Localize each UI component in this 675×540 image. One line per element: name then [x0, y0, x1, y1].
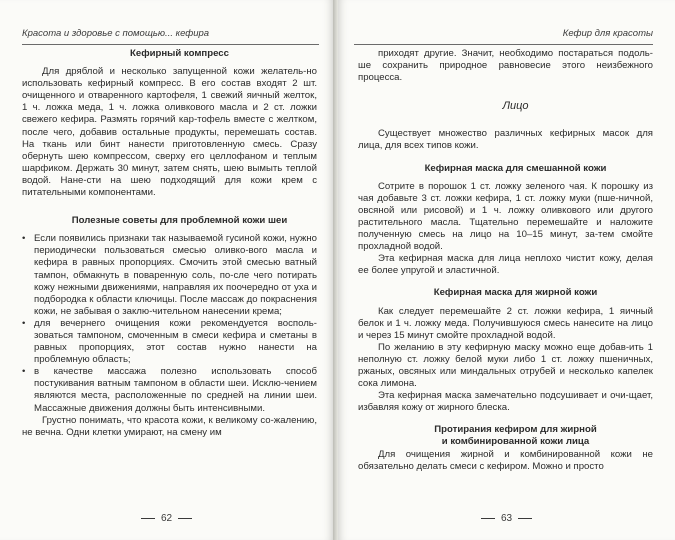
- page-number-right: [338, 513, 675, 524]
- tip-item: [22, 318, 317, 366]
- section-title-face: Лицо: [502, 100, 529, 113]
- section-title-oily-skin: Кефирная маска для жирной кожи: [433, 287, 598, 299]
- right-page: [338, 0, 675, 540]
- tip-item: [22, 233, 317, 318]
- paragraph-oily-addition: По желанию в эту кефирную маску можно еще добав-ить 1 неполную ст. ложку белой муки либо 1 ст. ложку пшеничных, ржаных, овсяных или миндальных отрубей и несколько капелек сока лимона.: [358, 341, 653, 390]
- paragraph-mixed-effect: Эта кефирная маска для лица неплохо чистит кожу, делая ее более упругой и эластичной.: [358, 253, 653, 277]
- page-number-left: [0, 513, 333, 524]
- paragraph-continued: приходят другие. Значит, необходимо постараться подоль-ше сохранить природное равновесие этого неизбежного процесса.: [358, 48, 653, 84]
- tip-text: в качестве массажа полезно использовать способ постукивания ватным тампоном в области шеи. Исклю-чением являются места, расположенные по средней на линии шеи. Массажные движения должны быть интенсивными.: [34, 366, 317, 414]
- header-rule-left: [22, 44, 319, 45]
- running-head-left: Красота и здоровье с помощью... кефира: [22, 28, 210, 39]
- paragraph-oily-effect: Эта кефирная маска замечательно подсушивает и очи-щает, избавляя кожу от жирного блеска.: [358, 390, 653, 414]
- folio-text: 62: [160, 513, 173, 524]
- section-title-mixed-skin: Кефирная маска для смешанной кожи: [424, 162, 607, 174]
- folio-text: 63: [500, 513, 513, 524]
- paragraph-face-intro: Существует множество различных кефирных масок для лица, для всех типов кожи.: [358, 128, 653, 152]
- paragraph-closing: Грустно понимать, что красота кожи, к великому со-жалению, не вечна. Одни клетки умирают, на смену им: [22, 414, 317, 438]
- bullet-icon: •: [22, 366, 26, 378]
- section-title-tips: Полезные советы для проблемной кожи шеи: [71, 215, 288, 227]
- paragraph-oily-recipe: Как следует перемешайте 2 ст. ложки кефира, 1 яичный белок и 1 ч. ложку меда. Получившуюся смесь нанесите на лицо и через 15 минут смойте прохладной водой.: [358, 305, 653, 341]
- paragraph-mixed-recipe: Сотрите в порошок 1 ст. ложку зеленого чая. К порошку из чая добавьте 3 ст. ложки кефира, 1 ст. ложку муки (пше-ничной, овсяной или рисовой) и 1 ч. ложку оливкового или другого растительного масла. Тщательно перемешайте и наложите полученную смесь на лицо на 10–15 минут, за-тем смойте прохладной водой.: [358, 180, 653, 253]
- bullet-icon: •: [22, 317, 26, 329]
- left-page: [0, 0, 334, 540]
- paragraph-compress: Для дряблой и несколько запущенной кожи желатель-но использовать кефирный компресс. В его состав входят 2 шт. очищенного и отваренного картофеля, 1 свежий яичный желток, 1 ч. ложка меда, 1 ч. ложка оливкового масла и 2 ст. ложки свежего кефира. Размять горячий кар-тофель вместе с желтком, после чего, добавив остальные продукты, перемешать состав. На ткань или бинт нанести приготовленную смесь. Сразу обернуть шею компрессом, сверху его целлофаном и теплым шарфиком. Держать 30 минут, затем снять, шею вымыть теплой водой. Нане-сти на шею подходящий для кожи крем с питательными компонентами.: [22, 66, 317, 199]
- right-column: [358, 48, 653, 473]
- header-rule-right: [354, 44, 653, 45]
- tip-item: [22, 366, 317, 414]
- paragraph-rubbing: Для очищения жирной и комбинированной кожи не обязательно делать смеси с кефиром. Можно и просто: [358, 448, 653, 472]
- section-title-rubbing-2: и комбинированной кожи лица: [441, 436, 590, 448]
- tip-text: Если появились признаки так называемой гусиной кожи, нужно периодически пользоваться смесью оливко-вого масла и кефира в равных пропорциях. Смочить этой смесью ватный тампон, обмакнуть в поваренную соль, по-сле чего потирать кожу нежными движениями, направляя их поочередно от уха и подбородка к области ключицы. После массаж до покраснения кожи, не забывая о заклю-чительном нанесении крема;: [34, 233, 317, 317]
- left-column: [22, 48, 317, 439]
- section-title-rubbing-1: Протирания кефиром для жирной: [434, 424, 597, 436]
- running-head-right: Кефир для красоты: [562, 28, 653, 39]
- tip-text: для вечернего очищения кожи рекомендуется восполь-зоваться тампоном, смоченным в смеси кефира и сметаны в равных пропорциях, этот состав нужно нанести на проблемную область;: [34, 317, 317, 366]
- bullet-icon: •: [22, 233, 26, 245]
- section-title-compress: Кефирный компресс: [130, 48, 229, 59]
